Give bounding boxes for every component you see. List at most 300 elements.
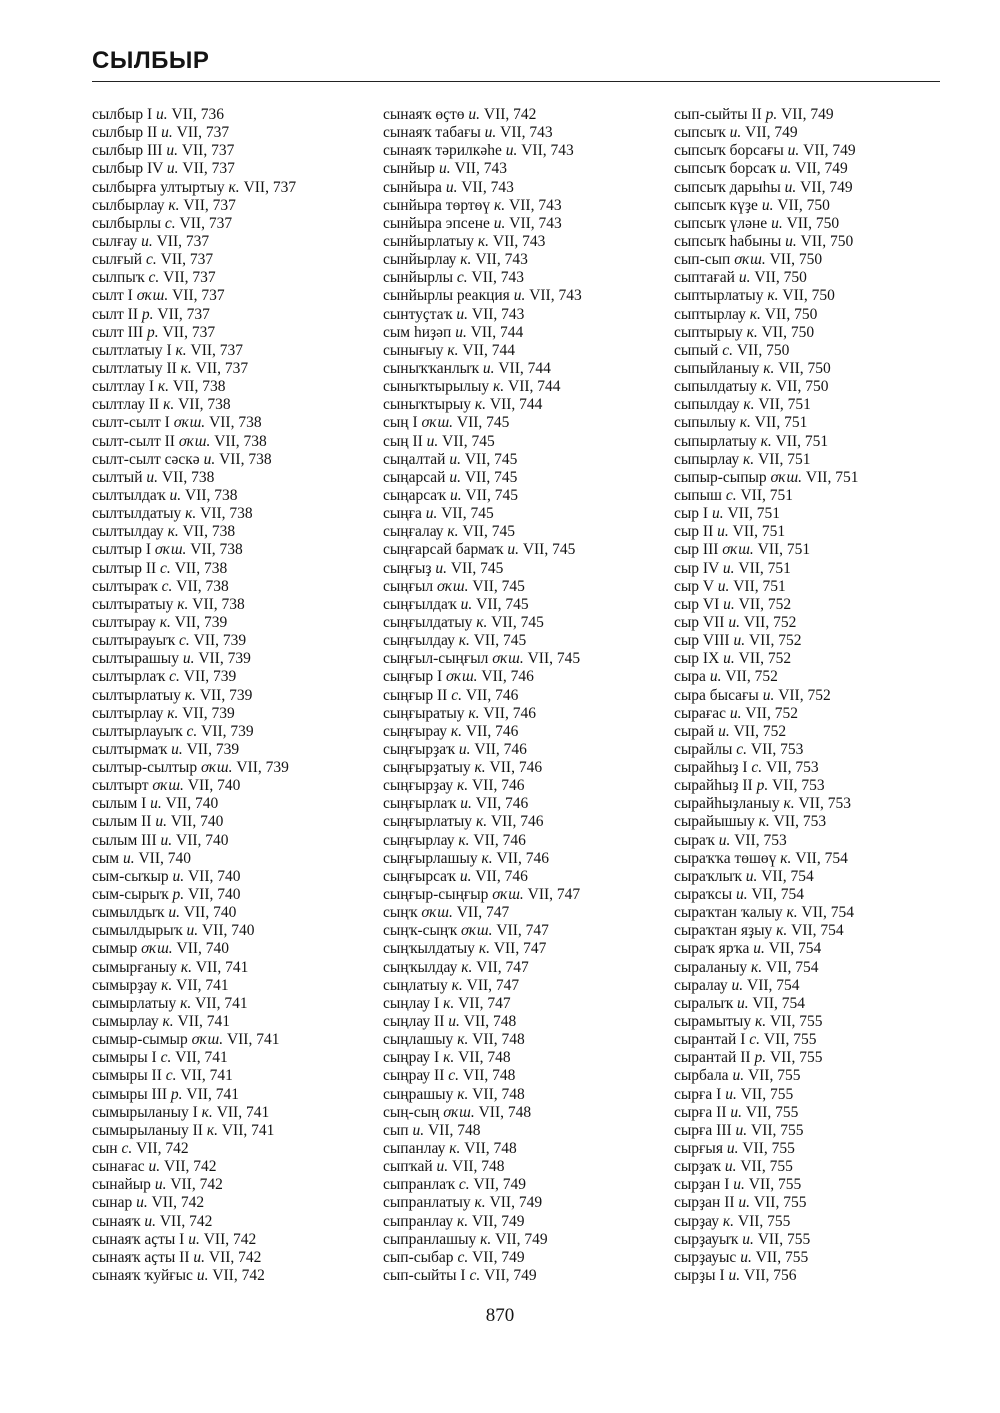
- index-entry: [92, 759, 378, 777]
- entry-word: сыпсыҡ үләне: [674, 214, 768, 232]
- index-entry: [674, 1176, 944, 1194]
- index-entry: [92, 378, 378, 396]
- index-entry: [383, 705, 669, 723]
- entry-reference: VII, 738: [209, 414, 262, 432]
- entry-reference: VII, 756: [744, 1267, 797, 1284]
- entry-word: сыңрашыу: [383, 1085, 454, 1103]
- entry-grammar-label: с.: [161, 577, 173, 595]
- entry-reference: VII, 746: [465, 722, 519, 740]
- entry-grammar-label: и.: [735, 886, 748, 904]
- entry-word: сымырыланыу II: [92, 1121, 203, 1139]
- entry-grammar-label: к.: [456, 777, 469, 795]
- entry-grammar-label: к.: [474, 396, 487, 414]
- entry-grammar-label: к.: [746, 323, 758, 341]
- entry-reference: VII, 752: [738, 650, 792, 668]
- entry-word: сыр IX: [674, 650, 720, 668]
- entry-reference: VII, 752: [748, 632, 802, 650]
- entry-grammar-label: и.: [455, 323, 467, 341]
- index-entry: [92, 741, 378, 759]
- entry-word: сын: [92, 1140, 118, 1158]
- entry-reference: VII, 755: [755, 1248, 809, 1266]
- index-entry: [92, 523, 378, 541]
- entry-reference: VII, 749: [489, 1194, 543, 1212]
- entry-grammar-label: и.: [445, 178, 458, 196]
- entry-reference: VII, 737: [162, 323, 216, 341]
- entry-reference: VII, 739: [198, 650, 251, 668]
- entry-word: сылым II: [92, 813, 152, 831]
- entry-reference: VII, 738: [176, 577, 229, 595]
- entry-grammar-label: и.: [448, 1013, 460, 1031]
- entry-word: сылт II: [92, 305, 139, 323]
- entry-reference: VII, 740: [201, 922, 255, 940]
- entry-word: сыңғырсаҡ: [383, 867, 456, 885]
- index-entry: [674, 1231, 944, 1249]
- index-entry: [383, 795, 669, 813]
- entry-word: сыңғыҙ: [383, 559, 432, 577]
- entry-reference: VII, 755: [769, 1013, 823, 1031]
- entry-grammar-label: и.: [738, 1194, 751, 1212]
- entry-grammar-label: и.: [168, 904, 180, 922]
- entry-reference: VII, 743: [509, 214, 562, 232]
- entry-grammar-label: и.: [505, 142, 518, 160]
- index-entry: [674, 523, 944, 541]
- entry-word: сынйырлы реакция: [383, 287, 510, 305]
- entry-reference: VII, 754: [791, 922, 844, 940]
- index-entry: [92, 451, 378, 469]
- entry-reference: VII, 741: [177, 1013, 231, 1031]
- entry-reference: VII, 741: [216, 1103, 270, 1121]
- index-entry: [92, 959, 378, 977]
- entry-word: сынйыра эпсене: [383, 214, 490, 232]
- entry-grammar-label: к.: [461, 958, 473, 976]
- entry-reference: VII, 749: [495, 1230, 548, 1248]
- index-entry: [383, 541, 669, 559]
- entry-grammar-label: р.: [754, 1049, 767, 1067]
- entry-word: сылбыр III: [92, 142, 163, 160]
- entry-word: сылым III: [92, 831, 157, 849]
- entry-word: сырайһыҙ I: [674, 759, 748, 777]
- index-entry: [383, 179, 669, 197]
- entry-word: сыңғыратыу: [383, 704, 465, 722]
- index-entry: [674, 1158, 944, 1176]
- entry-grammar-label: к.: [776, 922, 788, 940]
- entry-reference: VII, 740: [138, 849, 192, 867]
- entry-grammar-label: оҡш.: [191, 1031, 224, 1049]
- entry-reference: VII, 743: [500, 124, 553, 142]
- index-entry: [674, 142, 944, 160]
- index-entry: [383, 306, 669, 324]
- entry-word: сыныҡҡанлыҡ: [383, 359, 479, 377]
- index-entry: [92, 904, 378, 922]
- index-entry: [674, 251, 944, 269]
- index-entry: [92, 1031, 378, 1049]
- entry-word: сылтырлатыу: [92, 686, 181, 704]
- entry-reference: VII, 744: [462, 341, 515, 359]
- entry-reference: VII, 748: [472, 1085, 525, 1103]
- entry-grammar-label: и.: [484, 124, 497, 142]
- index-entry: [92, 1086, 378, 1104]
- entry-grammar-label: к.: [743, 396, 755, 414]
- entry-reference: VII, 746: [475, 867, 528, 885]
- entry-reference: VII, 746: [481, 668, 534, 686]
- entry-word: сыраҡтан ҡалыу: [674, 904, 783, 922]
- index-entry: [92, 995, 378, 1013]
- entry-word: сылтылдау: [92, 523, 164, 541]
- index-entry: [674, 541, 944, 559]
- index-entry: [92, 215, 378, 233]
- entry-reference: VII, 745: [442, 432, 495, 450]
- entry-reference: VII, 750: [769, 251, 823, 269]
- entry-word: сылғау: [92, 232, 138, 250]
- entry-grammar-label: к.: [180, 958, 192, 976]
- entry-word: сыр III: [674, 541, 719, 559]
- entry-reference: VII, 737: [160, 251, 214, 269]
- entry-grammar-label: к.: [447, 523, 459, 541]
- entry-grammar-label: и.: [729, 124, 742, 142]
- entry-word: сып-сыбар: [383, 1248, 454, 1266]
- entry-reference: VII, 737: [179, 214, 233, 232]
- index-entry: [92, 850, 378, 868]
- entry-grammar-label: и.: [736, 994, 749, 1012]
- index-entry: [674, 1013, 944, 1031]
- entry-word: сырҙауыс: [674, 1248, 737, 1266]
- entry-grammar-label: и.: [733, 632, 746, 650]
- entry-word: сырайышыу: [674, 813, 755, 831]
- entry-word: сылт III: [92, 323, 144, 341]
- index-entry: [92, 813, 378, 831]
- entry-reference: VII, 754: [766, 958, 819, 976]
- entry-grammar-label: к.: [180, 359, 192, 377]
- entry-reference: VII, 754: [747, 976, 800, 994]
- index-entry: [92, 668, 378, 686]
- entry-grammar-label: и.: [709, 668, 722, 686]
- index-entry: [92, 596, 378, 614]
- entry-grammar-label: и.: [482, 359, 495, 377]
- entry-reference: VII, 754: [752, 994, 805, 1012]
- entry-word: сынаяҡ табағы: [383, 124, 481, 142]
- entry-grammar-label: к.: [476, 613, 488, 631]
- index-entry: [674, 596, 944, 614]
- index-entry: [383, 487, 669, 505]
- index-entry: [383, 813, 669, 831]
- entry-reference: VII, 752: [725, 668, 778, 686]
- entry-reference: VII, 747: [456, 904, 510, 922]
- entry-grammar-label: и.: [735, 1121, 748, 1139]
- index-entry: [674, 378, 944, 396]
- index-entry: [92, 1122, 378, 1140]
- index-entry: [92, 396, 378, 414]
- entry-grammar-label: и.: [728, 1267, 741, 1284]
- entry-grammar-label: и.: [761, 196, 774, 214]
- index-entry: [674, 1086, 944, 1104]
- entry-word: сырҙауыҡ: [674, 1230, 739, 1248]
- entry-reference: VII, 742: [159, 1212, 213, 1230]
- entry-grammar-label: к.: [480, 1230, 492, 1248]
- entry-reference: VII, 750: [777, 196, 830, 214]
- entry-word: сыңғырлашыу: [383, 849, 478, 867]
- entry-grammar-label: с.: [148, 269, 160, 287]
- index-entry: [674, 1067, 944, 1085]
- entry-grammar-label: и.: [438, 160, 451, 178]
- entry-grammar-label: оҡш.: [200, 759, 233, 777]
- entry-reference: VII, 737: [195, 359, 249, 377]
- entry-word: сырға II: [674, 1103, 727, 1121]
- entry-reference: VII, 740: [187, 867, 241, 885]
- entry-reference: VII, 752: [745, 704, 798, 722]
- entry-reference: VII, 747: [466, 976, 520, 994]
- entry-reference: VII, 743: [509, 196, 562, 214]
- entry-reference: VII, 755: [745, 1103, 799, 1121]
- index-entry: [383, 940, 669, 958]
- entry-reference: VII, 750: [761, 323, 815, 341]
- index-entry: [92, 306, 378, 324]
- entry-grammar-label: с.: [160, 559, 171, 577]
- entry-reference: VII, 745: [476, 595, 529, 613]
- index-entry: [92, 1176, 378, 1194]
- entry-reference: VII, 738: [161, 468, 215, 486]
- entry-word: сыңғырҙаҡ: [383, 740, 455, 758]
- index-entry: [674, 668, 944, 686]
- entry-grammar-label: и.: [193, 1248, 206, 1266]
- entry-word: сырбала: [674, 1067, 729, 1085]
- index-entry: [383, 124, 669, 142]
- entry-reference: VII, 738: [184, 486, 238, 504]
- entry-grammar-label: к.: [451, 976, 463, 994]
- index-entry: [92, 1267, 378, 1285]
- entry-word: сылт-сылт I: [92, 414, 170, 432]
- entry-word: сылпыҡ: [92, 269, 145, 287]
- index-entry: [92, 160, 378, 178]
- entry-word: сыраҡ ярҡа: [674, 940, 750, 958]
- index-entry: [92, 505, 378, 523]
- entry-reference: VII, 737: [190, 341, 244, 359]
- entry-word: сырҙан I: [674, 1176, 730, 1194]
- entry-word: сырағас: [674, 704, 727, 722]
- entry-grammar-label: и.: [742, 1230, 754, 1248]
- index-entry: [383, 959, 669, 977]
- entry-grammar-label: к.: [722, 1212, 735, 1230]
- entry-reference: VII, 742: [163, 1158, 217, 1176]
- index-entry: [674, 1122, 944, 1140]
- entry-grammar-label: и.: [156, 106, 168, 123]
- entry-word: сыптырлау: [674, 305, 746, 323]
- entry-grammar-label: к.: [184, 686, 196, 704]
- entry-reference: VII, 740: [165, 795, 219, 813]
- index-entry: [92, 705, 378, 723]
- entry-word: сылбырға ултыртыу: [92, 178, 225, 196]
- entry-word: сырға I: [674, 1085, 722, 1103]
- index-entry: [383, 523, 669, 541]
- entry-grammar-label: р.: [147, 323, 159, 341]
- entry-reference: VII, 755: [737, 1212, 791, 1230]
- entry-word: сыр IV: [674, 559, 719, 577]
- entry-word: сырайлы: [674, 740, 733, 758]
- entry-word: сынйырлатыу: [383, 232, 474, 250]
- entry-word: сыраланыу: [674, 958, 748, 976]
- index-entry: [92, 687, 378, 705]
- entry-reference: VII, 750: [754, 269, 807, 287]
- entry-grammar-label: и.: [150, 795, 162, 813]
- index-entry: [92, 342, 378, 360]
- entry-reference: VII, 753: [798, 795, 852, 813]
- entry-word: сыныҡтырыу: [383, 396, 471, 414]
- index-column-3: [674, 106, 944, 1285]
- entry-grammar-label: оҡш.: [421, 414, 454, 432]
- entry-word: сыпсыҡ: [674, 124, 726, 142]
- entry-grammar-label: к.: [477, 232, 490, 250]
- index-entry: [674, 578, 944, 596]
- entry-reference: VII, 739: [174, 613, 228, 631]
- entry-reference: VII, 745: [472, 577, 525, 595]
- index-entry: [383, 560, 669, 578]
- entry-grammar-label: и.: [493, 214, 506, 232]
- entry-reference: VII, 742: [483, 106, 537, 123]
- entry-word: сыңлау I: [383, 994, 440, 1012]
- entry-grammar-label: и.: [426, 432, 439, 450]
- entry-grammar-label: с.: [469, 1267, 481, 1284]
- entry-grammar-label: и.: [188, 1230, 200, 1248]
- entry-reference: VII, 743: [529, 287, 582, 305]
- entry-word: сынаяҡ аҫты I: [92, 1230, 185, 1248]
- index-entry: [383, 1122, 669, 1140]
- entry-word: сыңғыр I: [383, 668, 443, 686]
- entry-word: сыр V: [674, 577, 714, 595]
- entry-reference: VII, 755: [742, 1140, 795, 1158]
- entry-reference: VII, 739: [183, 668, 237, 686]
- index-entry: [674, 360, 944, 378]
- entry-word: сыптағай: [674, 269, 735, 287]
- entry-grammar-label: к.: [751, 958, 763, 976]
- entry-reference: VII, 749: [803, 142, 856, 160]
- entry-reference: VII, 749: [472, 1248, 525, 1266]
- entry-reference: VII, 747: [476, 958, 529, 976]
- entry-grammar-label: и.: [513, 287, 526, 305]
- entry-word: сым-сырыҡ: [92, 886, 169, 904]
- index-entry: [674, 741, 944, 759]
- entry-word: сыңҡ: [383, 904, 418, 922]
- entry-reference: VII, 742: [212, 1267, 265, 1284]
- index-entry: [383, 215, 669, 233]
- entry-grammar-label: оҡш.: [141, 940, 173, 958]
- entry-word: сымыры III: [92, 1085, 168, 1103]
- entry-reference: VII, 740: [187, 777, 241, 795]
- index-entry: [383, 1067, 669, 1085]
- entry-word: сылтыр I: [92, 541, 152, 559]
- entry-grammar-label: с.: [121, 1140, 133, 1158]
- index-entry: [92, 868, 378, 886]
- index-entry: [92, 197, 378, 215]
- entry-reference: VII, 752: [738, 595, 792, 613]
- entry-word: сыңҡылдау: [383, 958, 458, 976]
- index-entry: [674, 850, 944, 868]
- entry-word: сыпранлатыу: [383, 1194, 471, 1212]
- entry-word: сыпранлашыу: [383, 1230, 477, 1248]
- entry-word: сырҙаҡ: [674, 1158, 721, 1176]
- entry-grammar-label: к.: [447, 341, 459, 359]
- entry-grammar-label: и.: [731, 976, 744, 994]
- entry-reference: VII, 753: [773, 813, 827, 831]
- entry-grammar-label: и.: [148, 1158, 161, 1176]
- index-entry: [674, 1213, 944, 1231]
- entry-word: сылтыр-сылтыр: [92, 759, 198, 777]
- entry-word: сыпыр-сыпыр: [674, 468, 767, 486]
- index-entry: [383, 324, 669, 342]
- entry-word: сылбырлы: [92, 214, 162, 232]
- entry-reference: VII, 748: [427, 1121, 481, 1139]
- entry-word: сынаяҡ тәрилкәһе: [383, 142, 502, 160]
- entry-word: сыраҡҡа төшөү: [674, 849, 777, 867]
- entry-reference: VII, 748: [458, 1049, 511, 1067]
- entry-reference: VII, 751: [732, 523, 786, 541]
- entry-grammar-label: с.: [458, 1176, 470, 1194]
- header-rule: [92, 81, 940, 82]
- index-entry: [383, 850, 669, 868]
- entry-word: сыра: [674, 668, 706, 686]
- entry-grammar-label: с.: [457, 1248, 469, 1266]
- entry-grammar-label: р.: [170, 1085, 183, 1103]
- entry-reference: VII, 747: [458, 994, 511, 1012]
- entry-word: сымыр: [92, 940, 138, 958]
- entry-grammar-label: к.: [458, 632, 470, 650]
- entry-word: сыпырлау: [674, 450, 740, 468]
- index-entry: [383, 414, 669, 432]
- entry-reference: VII, 736: [171, 106, 225, 123]
- index-entry: [674, 433, 944, 451]
- entry-grammar-label: с.: [169, 668, 180, 686]
- entry-reference: VII, 748: [463, 1013, 517, 1031]
- index-entry: [92, 469, 378, 487]
- entry-reference: VII, 743: [521, 142, 574, 160]
- entry-word: сыныҡтырылыу: [383, 378, 490, 396]
- index-entry: [674, 868, 944, 886]
- index-entry: [383, 687, 669, 705]
- entry-reference: VII, 746: [465, 686, 519, 704]
- index-entry: [92, 977, 378, 995]
- index-entry: [674, 342, 944, 360]
- entry-word: сыңрау I: [383, 1049, 440, 1067]
- entry-reference: VII, 747: [527, 886, 581, 904]
- entry-reference: VII, 754: [751, 886, 805, 904]
- entry-reference: VII, 753: [734, 831, 787, 849]
- entry-reference: VII, 737: [163, 269, 216, 287]
- entry-reference: VII, 738: [214, 432, 267, 450]
- entry-word: сыңлау II: [383, 1013, 445, 1031]
- index-entry: [92, 541, 378, 559]
- entry-grammar-label: с.: [736, 740, 748, 758]
- index-entry: [383, 868, 669, 886]
- index-entry: [92, 1067, 378, 1085]
- entry-word: сың I: [383, 414, 418, 432]
- entry-reference: VII, 751: [733, 577, 786, 595]
- entry-word: сыпый: [674, 341, 719, 359]
- entry-word: сың II: [383, 432, 423, 450]
- entry-word: сыр VII: [674, 613, 725, 631]
- index-entry: [92, 179, 378, 197]
- entry-word: сыраҡ: [674, 831, 715, 849]
- entry-grammar-label: к.: [443, 994, 455, 1012]
- page-title: СЫЛБЫР: [92, 47, 210, 74]
- entry-word: сыпанлау: [383, 1140, 446, 1158]
- entry-word: сылбыр IV: [92, 160, 164, 178]
- entry-grammar-label: и.: [449, 468, 461, 486]
- entry-grammar-label: к.: [206, 1121, 218, 1139]
- entry-reference: VII, 746: [471, 777, 525, 795]
- entry-word: сыпсыҡ күҙе: [674, 196, 758, 214]
- entry-word: сымыр-сымыр: [92, 1031, 188, 1049]
- entry-reference: VII, 741: [195, 958, 249, 976]
- entry-grammar-label: с.: [448, 1067, 460, 1085]
- entry-reference: VII, 750: [800, 232, 854, 250]
